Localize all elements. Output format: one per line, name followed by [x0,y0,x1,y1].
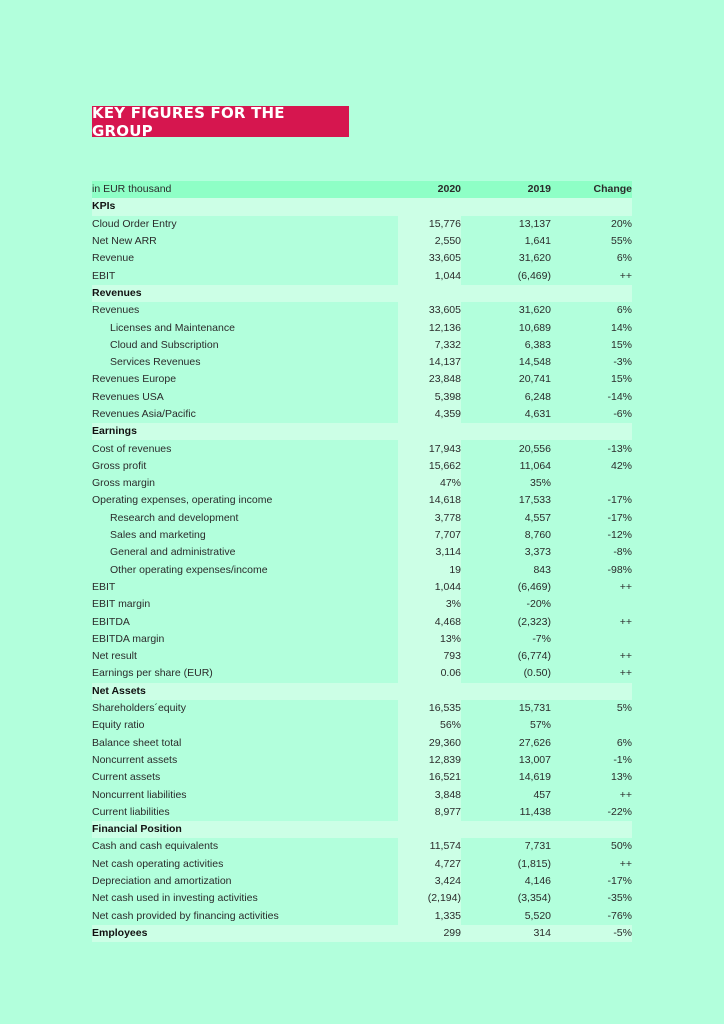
row-label: Equity ratio [92,719,145,732]
value-2019 [461,683,551,700]
section-header-row [92,423,632,440]
value-2020: 3,848 [398,786,461,803]
value-2020: 17,943 [398,440,461,457]
value-change [551,821,632,838]
value-change: ++ [619,615,632,628]
value-2019: 31,620 [518,304,551,317]
value-2019: 15,731 [518,702,551,715]
table-row [92,406,632,423]
table-row [92,838,632,855]
row-label: Net cash operating activities [92,857,224,870]
value-2020: (2,194) [398,890,461,907]
value-change [551,717,632,734]
row-label: EBIT [92,269,116,282]
value-2020: 3,778 [398,510,461,527]
table-row [92,233,632,250]
value-2019: 27,626 [518,736,551,749]
row-label: Cloud and Subscription [110,338,219,351]
value-change: -76% [607,909,632,922]
row-label: EBITDA [92,615,130,628]
table-row [92,925,632,942]
table-row [92,786,632,803]
value-2020 [398,821,461,838]
row-label: Current assets [92,771,161,784]
value-2020: 299 [398,925,461,942]
value-2019: 31,620 [518,252,551,265]
value-2019: 6,383 [524,338,551,351]
value-2020: 33,605 [398,250,461,267]
value-2020: 13% [398,631,461,648]
value-2020: 4,359 [398,406,461,423]
row-label: Balance sheet total [92,736,182,749]
table-row [92,319,632,336]
value-2019: 13,137 [518,217,551,230]
value-2020: 11,574 [398,838,461,855]
value-change: 15% [610,373,632,386]
value-2020: 12,136 [398,319,461,336]
value-change [551,596,632,613]
value-2020 [398,683,461,700]
value-2019: 4,557 [524,511,551,524]
table-row [92,458,632,475]
value-change: ++ [619,788,632,801]
value-2020: 14,137 [398,354,461,371]
header-change: Change [551,181,632,198]
row-label: Shareholders´equity [92,702,186,715]
value-2020: 3% [398,596,461,613]
table-row [92,579,632,596]
row-label: Net result [92,650,137,663]
section-header-row [92,285,632,302]
row-label: General and administrative [110,546,236,559]
value-change: -6% [613,408,632,420]
table-row [92,371,632,388]
value-2019: 17,533 [518,494,551,507]
table-row [92,527,632,544]
value-2020: 23,848 [398,371,461,388]
row-label: Revenues Europe [92,373,177,386]
value-2019: 20,556 [518,442,551,455]
table-row [92,302,632,319]
row-label: Earnings per share (EUR) [92,667,213,680]
row-label: Financial Position [92,821,398,838]
value-change: -17% [607,511,632,524]
table-row [92,475,632,492]
section-header-row [92,198,632,215]
row-label: KPIs [92,198,398,215]
value-change: 5% [616,702,632,715]
value-2019: 11,438 [519,805,551,818]
value-2020: 1,044 [398,267,461,284]
row-label: Employees [92,925,398,942]
value-2019: (6,774) [517,650,551,663]
value-2020: 7,332 [398,337,461,354]
row-label: Noncurrent liabilities [92,788,187,801]
value-2019: -20% [526,598,551,611]
row-label: Cloud Order Entry [92,217,177,230]
value-2019 [461,198,551,215]
value-change: -17% [607,875,632,888]
table-row [92,735,632,752]
value-2019: 7,731 [524,840,551,853]
value-2019: 3,373 [524,546,551,559]
value-change [551,631,632,648]
row-label: Noncurrent assets [92,753,178,766]
key-figures-table [92,181,632,942]
value-2019: 1,641 [524,235,551,248]
table-row [92,562,632,579]
value-2019: (6,469) [517,580,551,593]
header-2019: 2019 [461,181,551,198]
value-change: 20% [610,217,632,230]
row-label: Earnings [92,423,398,440]
table-row [92,769,632,786]
table-row [92,510,632,527]
value-2019: -7% [532,632,551,645]
table-body [92,198,632,942]
value-change: -22% [607,805,632,818]
value-2019: 8,760 [524,529,551,542]
table-header-row [92,181,632,198]
row-label: Operating expenses, operating income [92,494,273,507]
value-2020: 1,335 [398,907,461,924]
value-2019: 457 [533,788,551,801]
row-label: Licenses and Maintenance [110,321,235,334]
value-2020 [398,423,461,440]
table-row [92,873,632,890]
value-2020: 3,114 [398,544,461,561]
row-label: Net cash provided by financing activities [92,909,279,922]
table-row [92,856,632,873]
value-change: -35% [607,892,632,905]
value-2020: 15,776 [398,216,461,233]
row-label: Revenue [92,252,135,265]
row-label: Depreciation and amortization [92,875,232,888]
value-change [551,475,632,492]
value-2020 [398,285,461,302]
row-label: Sales and marketing [110,529,206,542]
value-2020: 16,521 [398,769,461,786]
table-row [92,613,632,630]
row-label: Revenues [92,304,140,317]
value-change: ++ [619,269,632,282]
table-row [92,717,632,734]
value-2020: 12,839 [398,752,461,769]
table-row [92,665,632,682]
value-change: 15% [610,338,632,351]
value-2020: 5,398 [398,389,461,406]
table-row [92,752,632,769]
section-header-row [92,683,632,700]
value-change: -1% [613,753,632,766]
table-row [92,389,632,406]
value-2019 [461,821,551,838]
table-row [92,890,632,907]
row-label: EBITDA margin [92,632,165,645]
row-label: Cash and cash equivalents [92,840,219,853]
value-2020: 793 [398,648,461,665]
row-label: Other operating expenses/income [110,563,268,576]
value-2019: (2,323) [517,615,551,628]
header-2020: 2020 [398,181,461,198]
value-change: 14% [610,321,632,334]
value-change: 6% [616,736,632,749]
value-change: ++ [619,580,632,593]
section-header-row [92,821,632,838]
value-change: -98% [607,563,632,576]
value-2019: 11,064 [519,459,551,472]
value-2020: 4,468 [398,613,461,630]
row-label: Net cash used in investing activities [92,892,258,905]
row-label: Services Revenues [110,356,201,369]
row-label: Gross margin [92,477,156,490]
table-row [92,250,632,267]
value-change: ++ [619,667,632,680]
table-row [92,700,632,717]
value-2019: (0.50) [523,667,551,680]
value-2020: 33,605 [398,302,461,319]
value-change: 6% [616,252,632,265]
value-change [551,198,632,215]
row-label: Net New ARR [92,235,157,248]
row-label: Revenues Asia/Pacific [92,408,196,420]
value-change: 6% [616,304,632,317]
value-change: -14% [607,390,632,403]
value-2020: 29,360 [398,735,461,752]
table-row [92,354,632,371]
value-change: -12% [607,529,632,542]
value-change: 55% [610,235,632,248]
value-2019: 35% [529,477,551,490]
value-change [551,423,632,440]
table-row [92,216,632,233]
row-label: Cost of revenues [92,442,172,455]
value-2020: 19 [398,562,461,579]
value-2019: 57% [529,719,551,732]
row-label: Revenues [92,285,398,302]
value-2019: 10,689 [518,321,551,334]
value-change: -8% [613,546,632,559]
value-change: -5% [551,925,632,942]
value-2019: 314 [461,925,551,942]
header-unit-label: in EUR thousand [92,181,398,198]
value-change: 50% [610,840,632,853]
value-2020: 4,727 [398,856,461,873]
value-2020: 8,977 [398,804,461,821]
value-change: ++ [619,650,632,663]
table-row [92,492,632,509]
row-label: EBIT margin [92,598,151,611]
value-2019: 20,741 [518,373,551,386]
row-label: Net Assets [92,683,398,700]
value-2020 [398,198,461,215]
value-2019: 13,007 [518,753,551,766]
value-2020: 0.06 [398,665,461,682]
table-row [92,596,632,613]
table-row [92,337,632,354]
table-row [92,440,632,457]
row-label: Revenues USA [92,390,164,403]
table-row [92,648,632,665]
value-change: 42% [610,459,632,472]
value-2019 [461,285,551,302]
row-label: EBIT [92,580,116,593]
table-row [92,267,632,284]
row-label: Current liabilities [92,805,170,818]
table-row [92,907,632,924]
value-2020: 2,550 [398,233,461,250]
table-row [92,544,632,561]
value-2019: 14,548 [518,356,551,369]
value-2019: 4,146 [524,875,551,888]
value-change [551,285,632,302]
table-row [92,631,632,648]
value-change: -3% [613,356,632,369]
value-2019: 4,631 [524,408,551,420]
value-2019 [461,423,551,440]
value-2020: 3,424 [398,873,461,890]
value-change [551,683,632,700]
value-change: -13% [607,442,632,455]
value-2020: 56% [398,717,461,734]
row-label: Research and development [110,511,239,524]
value-2019: 5,520 [524,909,551,922]
value-2020: 1,044 [398,579,461,596]
value-2019: (3,354) [517,892,551,905]
value-2019: (6,469) [517,269,551,282]
value-2019: 6,248 [524,390,551,403]
value-change: ++ [619,857,632,870]
page-title: KEY FIGURES FOR THE GROUP [92,106,349,137]
value-2020: 7,707 [398,527,461,544]
value-2020: 47% [398,475,461,492]
value-2019: 14,619 [518,771,551,784]
value-2019: (1,815) [517,857,551,870]
value-2019: 843 [533,563,551,576]
value-change: -17% [607,494,632,507]
value-2020: 16,535 [398,700,461,717]
value-2020: 14,618 [398,492,461,509]
row-label: Gross profit [92,459,147,472]
value-2020: 15,662 [398,458,461,475]
table-row [92,804,632,821]
value-change: 13% [610,771,632,784]
